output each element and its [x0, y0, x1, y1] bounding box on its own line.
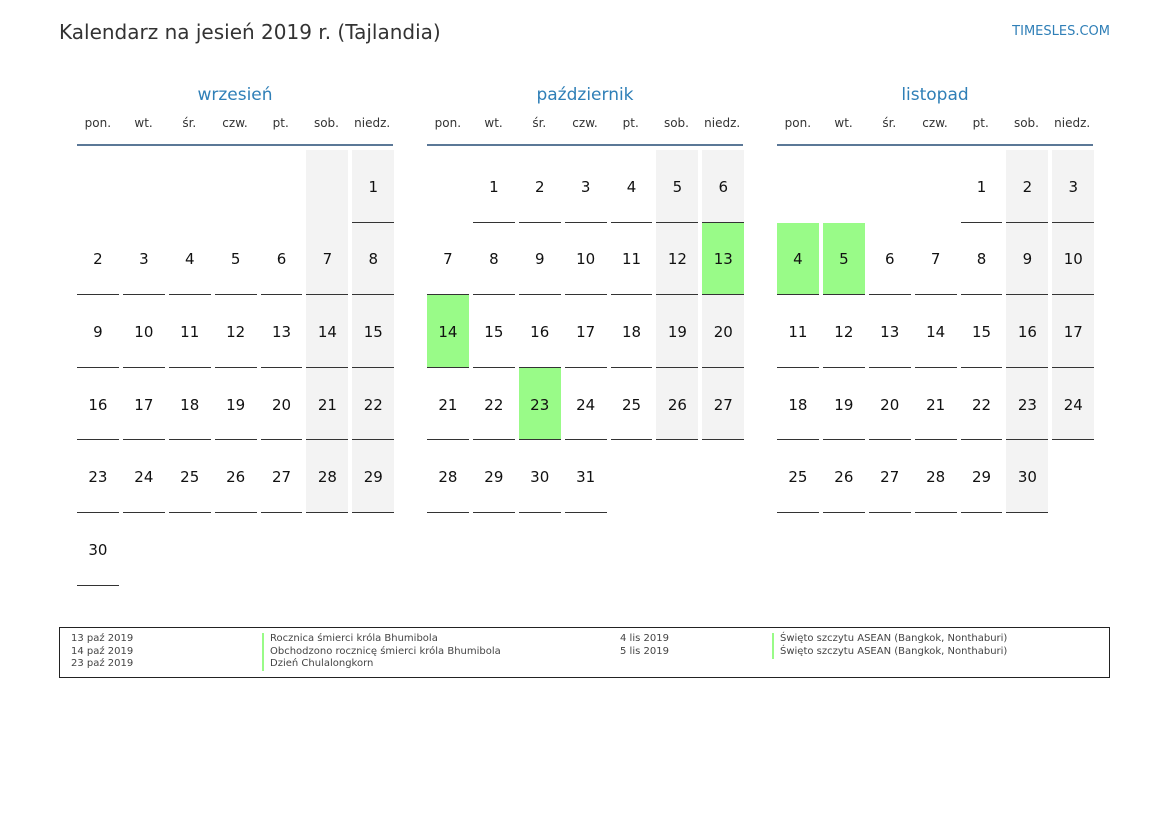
day-cell: 29: [961, 440, 1003, 513]
day-cell: 5: [823, 223, 865, 296]
day-cell: 11: [611, 223, 653, 296]
day-cell: 31: [565, 440, 607, 513]
weekday-thu: czw.: [922, 116, 948, 130]
day-cell: 29: [352, 440, 394, 513]
weekday-fri: pt.: [272, 116, 289, 130]
weekday-mon: pon.: [434, 116, 462, 130]
empty-cell: [169, 513, 211, 586]
day-cell: 24: [1052, 368, 1094, 441]
day-cell: 16: [519, 295, 561, 368]
day-cell: 18: [169, 368, 211, 441]
day-cell: 3: [1052, 150, 1094, 223]
month-title: listopad: [901, 85, 969, 105]
empty-cell: [306, 513, 348, 586]
day-cell: 26: [215, 440, 257, 513]
legend-date: 4 lis 2019: [620, 633, 669, 644]
weekday-mon: pon.: [784, 116, 812, 130]
legend-date: 5 lis 2019: [620, 646, 669, 657]
empty-cell: [427, 150, 469, 223]
empty-cell: [261, 513, 303, 586]
day-cell: 19: [215, 368, 257, 441]
day-cell: 28: [427, 440, 469, 513]
day-cell: 29: [473, 440, 515, 513]
day-cell: 8: [352, 223, 394, 296]
day-cell: 1: [352, 150, 394, 223]
day-cell: 2: [1006, 150, 1048, 223]
day-cell: 30: [1006, 440, 1048, 513]
weekday-thu: czw.: [572, 116, 598, 130]
weekday-header: [777, 114, 1093, 146]
month-title: październik: [536, 85, 634, 105]
day-cell: 12: [823, 295, 865, 368]
day-cell: 13: [702, 223, 744, 296]
weekday-sat: sob.: [313, 116, 339, 130]
weekday-sun: niedz.: [1054, 116, 1091, 130]
day-cell: 13: [869, 295, 911, 368]
day-cell: 16: [1006, 295, 1048, 368]
day-cell: 2: [77, 223, 119, 296]
day-cell: 27: [702, 368, 744, 441]
day-cell: 4: [169, 223, 211, 296]
day-grid: [777, 150, 1093, 513]
day-cell: 11: [169, 295, 211, 368]
day-cell: 10: [123, 295, 165, 368]
day-cell: 9: [77, 295, 119, 368]
weekday-sat: sob.: [1013, 116, 1039, 130]
weekday-tue: wt.: [834, 116, 853, 130]
weekday-header: [77, 114, 393, 146]
empty-cell: [611, 440, 653, 513]
day-cell: 25: [777, 440, 819, 513]
day-cell: 1: [473, 150, 515, 223]
day-cell: 27: [869, 440, 911, 513]
empty-cell: [169, 150, 211, 223]
month-september: [77, 84, 393, 586]
empty-cell: [1052, 440, 1094, 513]
weekday-tue: wt.: [134, 116, 153, 130]
empty-cell: [823, 150, 865, 223]
legend-date: 13 paź 2019: [71, 633, 134, 644]
weekday-tue: wt.: [484, 116, 503, 130]
day-cell: 23: [77, 440, 119, 513]
day-cell: 4: [611, 150, 653, 223]
empty-cell: [123, 513, 165, 586]
day-cell: 12: [215, 295, 257, 368]
day-cell: 14: [427, 295, 469, 368]
day-cell: 17: [1052, 295, 1094, 368]
empty-cell: [352, 513, 394, 586]
day-cell: 24: [123, 440, 165, 513]
page-title: Kalendarz na jesień 2019 r. (Tajlandia): [59, 20, 441, 44]
day-cell: 20: [261, 368, 303, 441]
day-cell: 23: [519, 368, 561, 441]
day-cell: 5: [656, 150, 698, 223]
day-cell: 15: [473, 295, 515, 368]
empty-cell: [869, 150, 911, 223]
empty-cell: [77, 150, 119, 223]
legend-holiday-name: Rocznica śmierci króla Bhumibola: [262, 633, 438, 646]
day-cell: 30: [519, 440, 561, 513]
day-cell: 24: [565, 368, 607, 441]
day-cell: 12: [656, 223, 698, 296]
empty-cell: [777, 150, 819, 223]
empty-cell: [702, 440, 744, 513]
day-cell: 28: [306, 440, 348, 513]
day-cell: 2: [519, 150, 561, 223]
day-cell: 21: [306, 368, 348, 441]
legend-date: 23 paź 2019: [71, 658, 134, 669]
day-cell: 17: [123, 368, 165, 441]
day-cell: 10: [565, 223, 607, 296]
empty-cell: [261, 150, 303, 223]
site-link[interactable]: TIMESLES.COM: [1012, 24, 1110, 39]
day-cell: 10: [1052, 223, 1094, 296]
day-cell: 3: [123, 223, 165, 296]
day-cell: 3: [565, 150, 607, 223]
day-cell: 28: [915, 440, 957, 513]
empty-cell: [915, 150, 957, 223]
day-cell: 8: [473, 223, 515, 296]
legend-holiday-name: Święto szczytu ASEAN (Bangkok, Nonthaburi): [772, 633, 1007, 646]
day-grid: [427, 150, 743, 513]
day-cell: 5: [215, 223, 257, 296]
day-cell: 20: [702, 295, 744, 368]
empty-cell: [215, 150, 257, 223]
weekday-sat: sob.: [663, 116, 689, 130]
day-cell: 13: [261, 295, 303, 368]
day-cell: 17: [565, 295, 607, 368]
day-cell: 19: [656, 295, 698, 368]
day-cell: 25: [169, 440, 211, 513]
day-cell: 27: [261, 440, 303, 513]
day-cell: 9: [519, 223, 561, 296]
day-cell: 23: [1006, 368, 1048, 441]
day-cell: 15: [961, 295, 1003, 368]
day-cell: 6: [702, 150, 744, 223]
weekday-sun: niedz.: [704, 116, 741, 130]
day-cell: 21: [427, 368, 469, 441]
empty-cell: [306, 150, 348, 223]
day-cell: 22: [961, 368, 1003, 441]
weekday-fri: pt.: [972, 116, 989, 130]
day-cell: 7: [306, 223, 348, 296]
legend-holiday-name: Obchodzono rocznicę śmierci króla Bhumibola: [262, 646, 501, 659]
month-title: wrzesień: [197, 85, 273, 105]
day-cell: 25: [611, 368, 653, 441]
legend-date: 14 paź 2019: [71, 646, 134, 657]
day-cell: 18: [611, 295, 653, 368]
empty-cell: [123, 150, 165, 223]
day-cell: 26: [823, 440, 865, 513]
day-cell: 6: [869, 223, 911, 296]
weekday-thu: czw.: [222, 116, 248, 130]
weekday-fri: pt.: [622, 116, 639, 130]
weekday-mon: pon.: [84, 116, 112, 130]
empty-cell: [656, 440, 698, 513]
weekday-wed: śr.: [532, 116, 547, 130]
day-cell: 15: [352, 295, 394, 368]
day-cell: 7: [915, 223, 957, 296]
day-cell: 19: [823, 368, 865, 441]
day-cell: 30: [77, 513, 119, 586]
weekday-sun: niedz.: [354, 116, 391, 130]
day-cell: 14: [306, 295, 348, 368]
day-cell: 21: [915, 368, 957, 441]
weekday-wed: śr.: [882, 116, 897, 130]
month-november: [777, 84, 1093, 513]
day-cell: 16: [77, 368, 119, 441]
day-cell: 6: [261, 223, 303, 296]
day-cell: 1: [961, 150, 1003, 223]
day-cell: 4: [777, 223, 819, 296]
legend-holiday-name: Dzień Chulalongkorn: [262, 658, 373, 671]
legend-holiday-name: Święto szczytu ASEAN (Bangkok, Nonthaburi): [772, 646, 1007, 659]
day-cell: 18: [777, 368, 819, 441]
day-cell: 22: [352, 368, 394, 441]
day-grid: [77, 150, 393, 586]
day-cell: 22: [473, 368, 515, 441]
holiday-legend: [59, 627, 1110, 678]
day-cell: 9: [1006, 223, 1048, 296]
weekday-wed: śr.: [182, 116, 197, 130]
month-october: [427, 84, 743, 513]
day-cell: 7: [427, 223, 469, 296]
day-cell: 20: [869, 368, 911, 441]
day-cell: 14: [915, 295, 957, 368]
weekday-header: [427, 114, 743, 146]
day-cell: 11: [777, 295, 819, 368]
empty-cell: [215, 513, 257, 586]
day-cell: 26: [656, 368, 698, 441]
day-cell: 8: [961, 223, 1003, 296]
